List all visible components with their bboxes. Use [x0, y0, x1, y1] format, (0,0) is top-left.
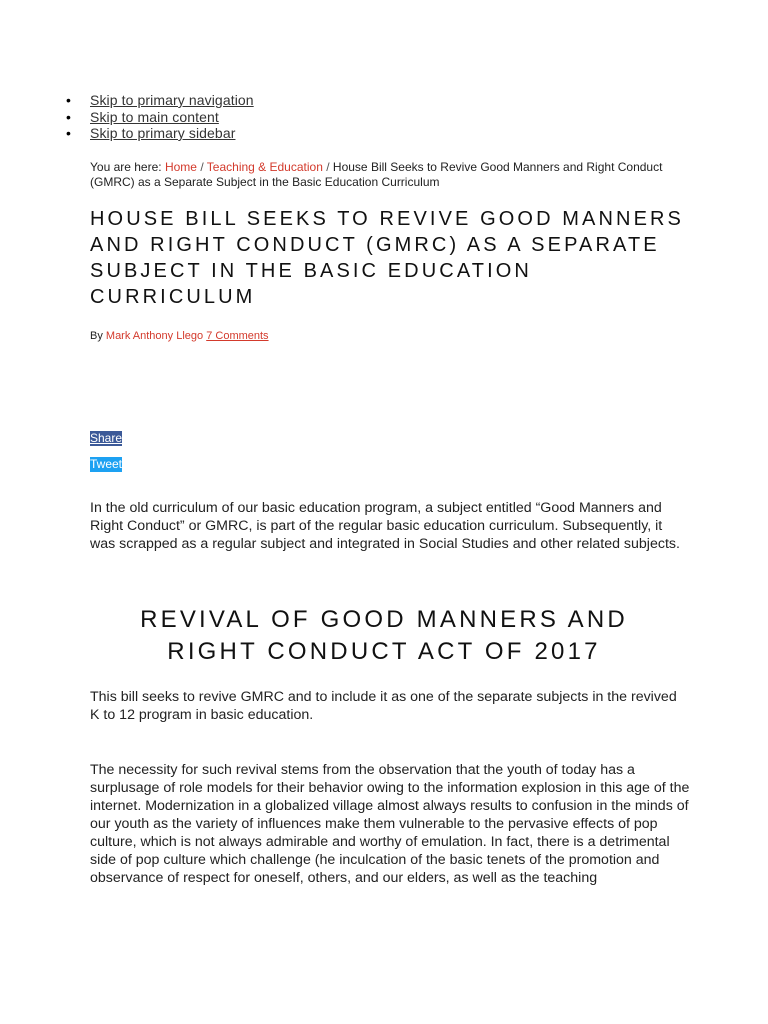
share-button[interactable]: Share: [90, 431, 123, 445]
breadcrumb-prefix: You are here:: [90, 160, 162, 174]
breadcrumb-separator: /: [326, 160, 330, 174]
skip-link-item: [66, 92, 254, 109]
bullet-icon: •: [66, 125, 71, 141]
skip-links: [66, 92, 254, 142]
body-paragraph: The necessity for such revival stems from the observation that the youth of today has a surplusage of role models for their behavior owing to the information explosion in this age of the internet. Modernization in a globalized village almost always results to confusion in the minds of our youth as the variety of influences make them vulnerable to the pervasive effects of pop culture, which is not always admirable and worthy of emulation. In fact, there is a detrimental side of pop culture which challenge (he inculcation of the basic tenets of the promotion and observance of respect for oneself, others, and our elders, as well as the teaching: [90, 762, 690, 886]
section-heading: REVIVAL OF GOOD MANNERS AND RIGHT CONDUCT ACT OF 2017: [140, 606, 628, 665]
skip-to-sidebar-link[interactable]: Skip to primary sidebar: [90, 125, 236, 141]
comments-link[interactable]: 7 Comments: [206, 330, 269, 342]
body-paragraph: This bill seeks to revive GMRC and to include it as one of the separate subjects in the revived K to 12 program in basic education.: [90, 689, 677, 723]
bullet-icon: •: [66, 108, 71, 125]
body-paragraph: In the old curriculum of our basic education program, a subject entitled “Good Manners and Right Conduct” or GMRC, is part of the regular basic education curriculum. Subsequently, it was scrapped as a regular subject and integrated in Social Studies and other related subjects.: [90, 500, 680, 552]
skip-link-item: [66, 108, 254, 126]
skip-to-navigation-link[interactable]: Skip to primary navigation: [90, 92, 254, 108]
skip-link-item: [66, 125, 254, 142]
breadcrumb-current: House Bill Seeks to Revive Good Manners and Right Conduct (GMRC) as a Separate Subject in the Basic Education Curriculum: [90, 160, 663, 189]
author-link[interactable]: Mark Anthony Llego: [105, 330, 204, 342]
post-byline: [90, 329, 269, 343]
breadcrumb-home-link[interactable]: Home: [164, 160, 197, 174]
breadcrumb-separator: /: [200, 160, 204, 174]
breadcrumb-category-link[interactable]: Teaching & Education: [206, 160, 323, 174]
bullet-icon: •: [66, 92, 71, 108]
page-title: HOUSE BILL SEEKS TO REVIVE GOOD MANNERS AND RIGHT CONDUCT (GMRC) AS A SEPARATE SUBJECT IN THE BASIC EDUCATION CURRICULUM: [90, 208, 684, 308]
tweet-button[interactable]: Tweet: [90, 457, 123, 471]
byline-prefix: By: [90, 330, 103, 342]
breadcrumb: [90, 160, 680, 190]
skip-to-content-link[interactable]: Skip to main content: [90, 108, 219, 125]
